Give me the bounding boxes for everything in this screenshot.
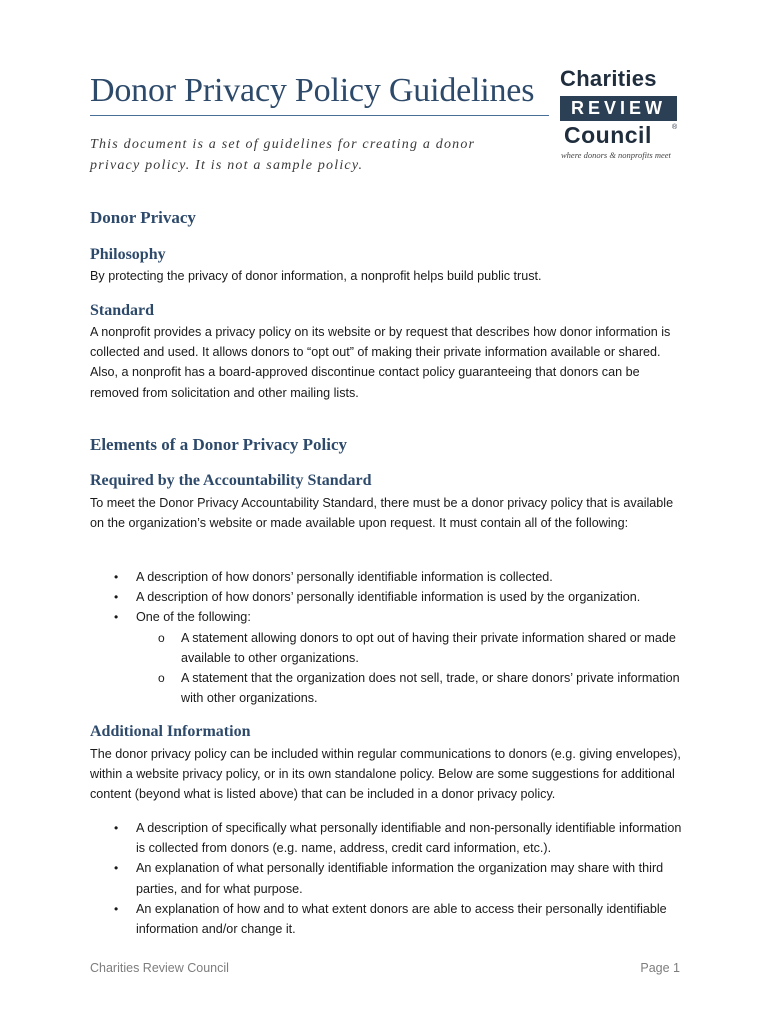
standard-text: A nonprofit provides a privacy policy on its website or by request that describes how donor information is collected and used. It allows donors to “opt out” of making their private information available or shared. Also, a nonprofit has a board-approved discontinue contact policy guaranteeing that donors can be removed from solicitation and other mailing lists.	[90, 325, 671, 400]
circle-bullet-icon: o	[158, 671, 165, 686]
required-intro-text: To meet the Donor Privacy Accountability Standard, there must be a donor privacy policy that is available on the organization’s website or made available upon request. It must contain all of the following:	[90, 496, 674, 531]
bullet-icon: •	[114, 861, 119, 876]
title-underline	[90, 115, 549, 116]
list-item-text: A description of how donors’ personally identifiable information is collected.	[136, 570, 553, 584]
philosophy-text: By protecting the privacy of donor information, a nonprofit helps build public trust.	[90, 269, 542, 283]
list-item	[90, 607, 690, 708]
list-item	[90, 858, 690, 898]
list-item	[90, 818, 690, 858]
bullet-icon: •	[114, 901, 119, 916]
additional-intro-text: The donor privacy policy can be included within regular communications to donors (e.g. giving envelopes), within a website privacy policy, or in its own standalone policy. Below are some suggestions for additional content (beyond what is listed above) that can be included in a donor privacy policy.	[90, 747, 681, 802]
sublist-item	[136, 628, 690, 668]
list-item	[90, 899, 690, 939]
logo-tagline: where donors & nonprofits meet	[561, 150, 671, 160]
list-item-text: One of the following:	[136, 610, 251, 625]
logo-registered-mark: ®	[672, 124, 678, 131]
list-item-text: An explanation of how and to what extent donors are able to access their personally identifiable information and/or change it.	[136, 901, 667, 937]
bullet-icon: •	[114, 590, 119, 605]
document-subtitle: This document is a set of guidelines for creating a donor privacy policy. It is not a sample policy.	[90, 137, 476, 173]
charities-review-council-logo	[558, 66, 682, 162]
footer-page-number: Page 1	[640, 961, 680, 975]
list-item-text: An explanation of what personally identifiable information the organization may share with third parties, and for what purpose.	[136, 861, 664, 896]
sublist-item-text: A statement allowing donors to opt out of having their private information shared or made available to other organizations.	[181, 630, 676, 665]
logo-council-text: Council	[564, 122, 652, 148]
logo-review-band: REVIEW	[560, 96, 677, 121]
footer-org-name: Charities Review Council	[90, 961, 229, 975]
logo-charities-text: Charities	[560, 66, 657, 91]
sublist-item-text: A statement that the organization does not sell, trade, or share donors’ private information with other organizations.	[181, 671, 680, 706]
sublist-item	[136, 668, 690, 708]
required-sublist	[136, 628, 690, 709]
list-item-text: A description of how donors’ personally identifiable information is used by the organization.	[136, 590, 641, 605]
heading-elements: Elements of a Donor Privacy Policy	[90, 435, 348, 454]
document-title: Donor Privacy Policy Guidelines	[90, 72, 535, 109]
circle-bullet-icon: o	[158, 630, 165, 645]
list-item-text: A description of specifically what personally identifiable and non-personally identifiable information is collected from donors (e.g. name, address, credit card information, etc.).	[136, 821, 682, 856]
list-item	[90, 587, 690, 607]
heading-philosophy: Philosophy	[90, 246, 166, 263]
bullet-icon: •	[114, 570, 119, 584]
additional-list	[90, 818, 690, 939]
heading-required: Required by the Accountability Standard	[90, 472, 372, 489]
heading-donor-privacy: Donor Privacy	[90, 208, 196, 227]
heading-standard: Standard	[90, 302, 155, 319]
bullet-icon: •	[114, 821, 119, 835]
bullet-icon: •	[114, 610, 119, 625]
heading-additional: Additional Information	[90, 723, 251, 740]
required-list	[90, 567, 690, 708]
list-item	[90, 567, 690, 587]
